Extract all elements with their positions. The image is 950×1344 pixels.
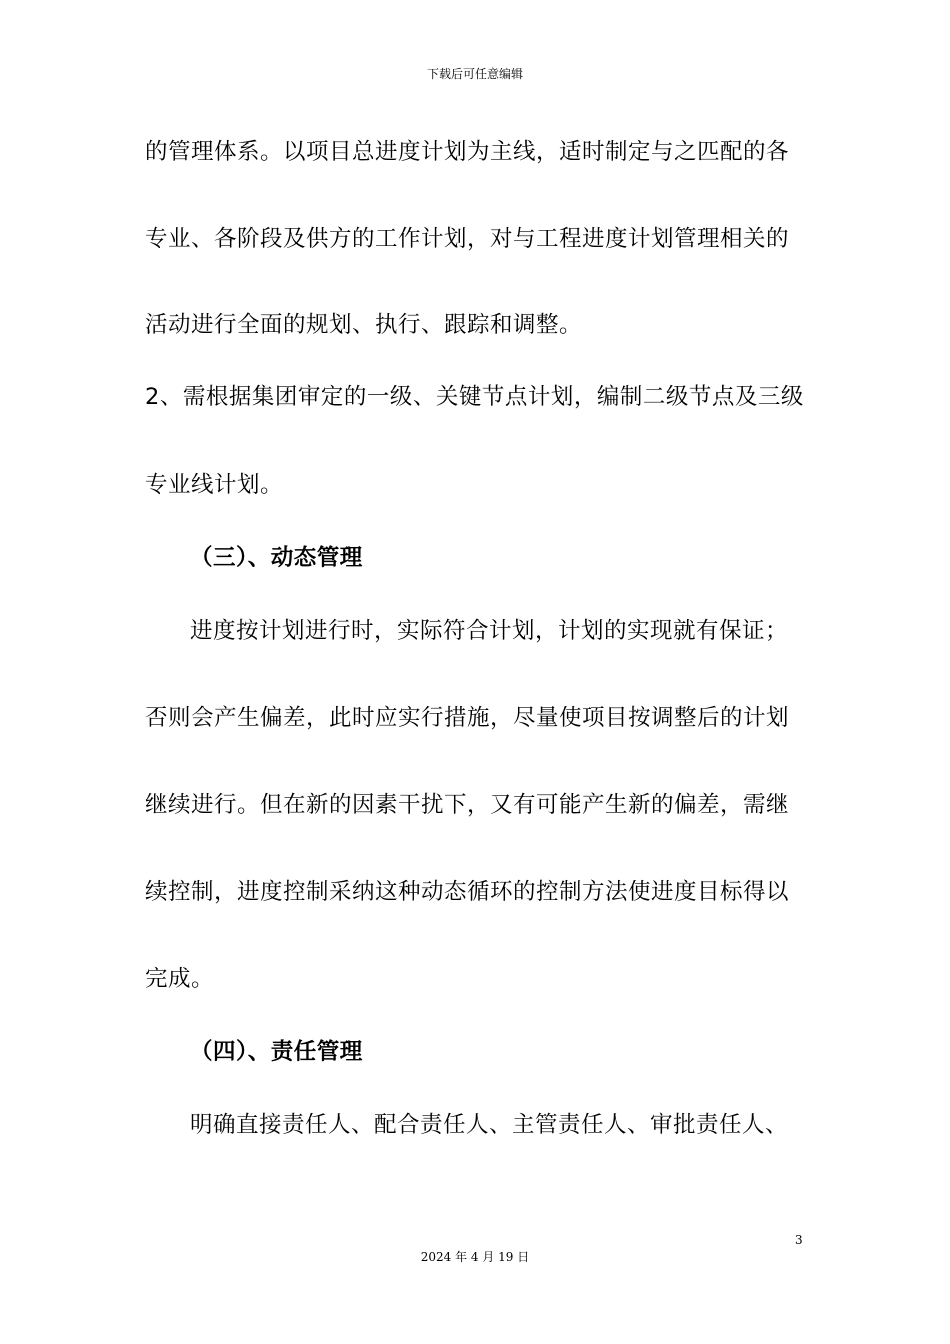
section-heading: （四）、责任管理 xyxy=(190,1039,363,1065)
body-line: 进度按计划进行时，实际符合计划，计划的实现就有保证； xyxy=(190,618,789,644)
body-line: 明确直接责任人、配合责任人、主管责任人、审批责任人、 xyxy=(190,1112,789,1138)
page-header: 下载后可任意编辑 xyxy=(426,67,523,81)
page-number: 3 xyxy=(795,1233,803,1247)
section-heading: （三）、动态管理 xyxy=(190,545,363,571)
footer-date: 2024 年 4 月 19 日 xyxy=(420,1250,530,1264)
body-line: 专业、各阶段及供方的工作计划，对与工程进度计划管理相关的 xyxy=(145,226,790,252)
body-line: 完成。 xyxy=(145,966,215,992)
body-line: 活动进行全面的规划、执行、跟踪和调整。 xyxy=(145,312,583,338)
body-line: 专业线计划。 xyxy=(145,472,284,498)
body-line: 续控制，进度控制采纳这种动态循环的控制方法使进度目标得以 xyxy=(145,879,790,905)
body-line: 继续进行。但在新的因素干扰下，又有可能产生新的偏差，需继 xyxy=(145,792,790,818)
body-line: 的管理体系。以项目总进度计划为主线，适时制定与之匹配的各 xyxy=(145,139,790,165)
body-line: 否则会产生偏差，此时应实行措施，尽量使项目按调整后的计划 xyxy=(145,705,790,731)
body-line: 2、需根据集团审定的一级、关键节点计划，编制二级节点及三级 xyxy=(145,384,804,410)
